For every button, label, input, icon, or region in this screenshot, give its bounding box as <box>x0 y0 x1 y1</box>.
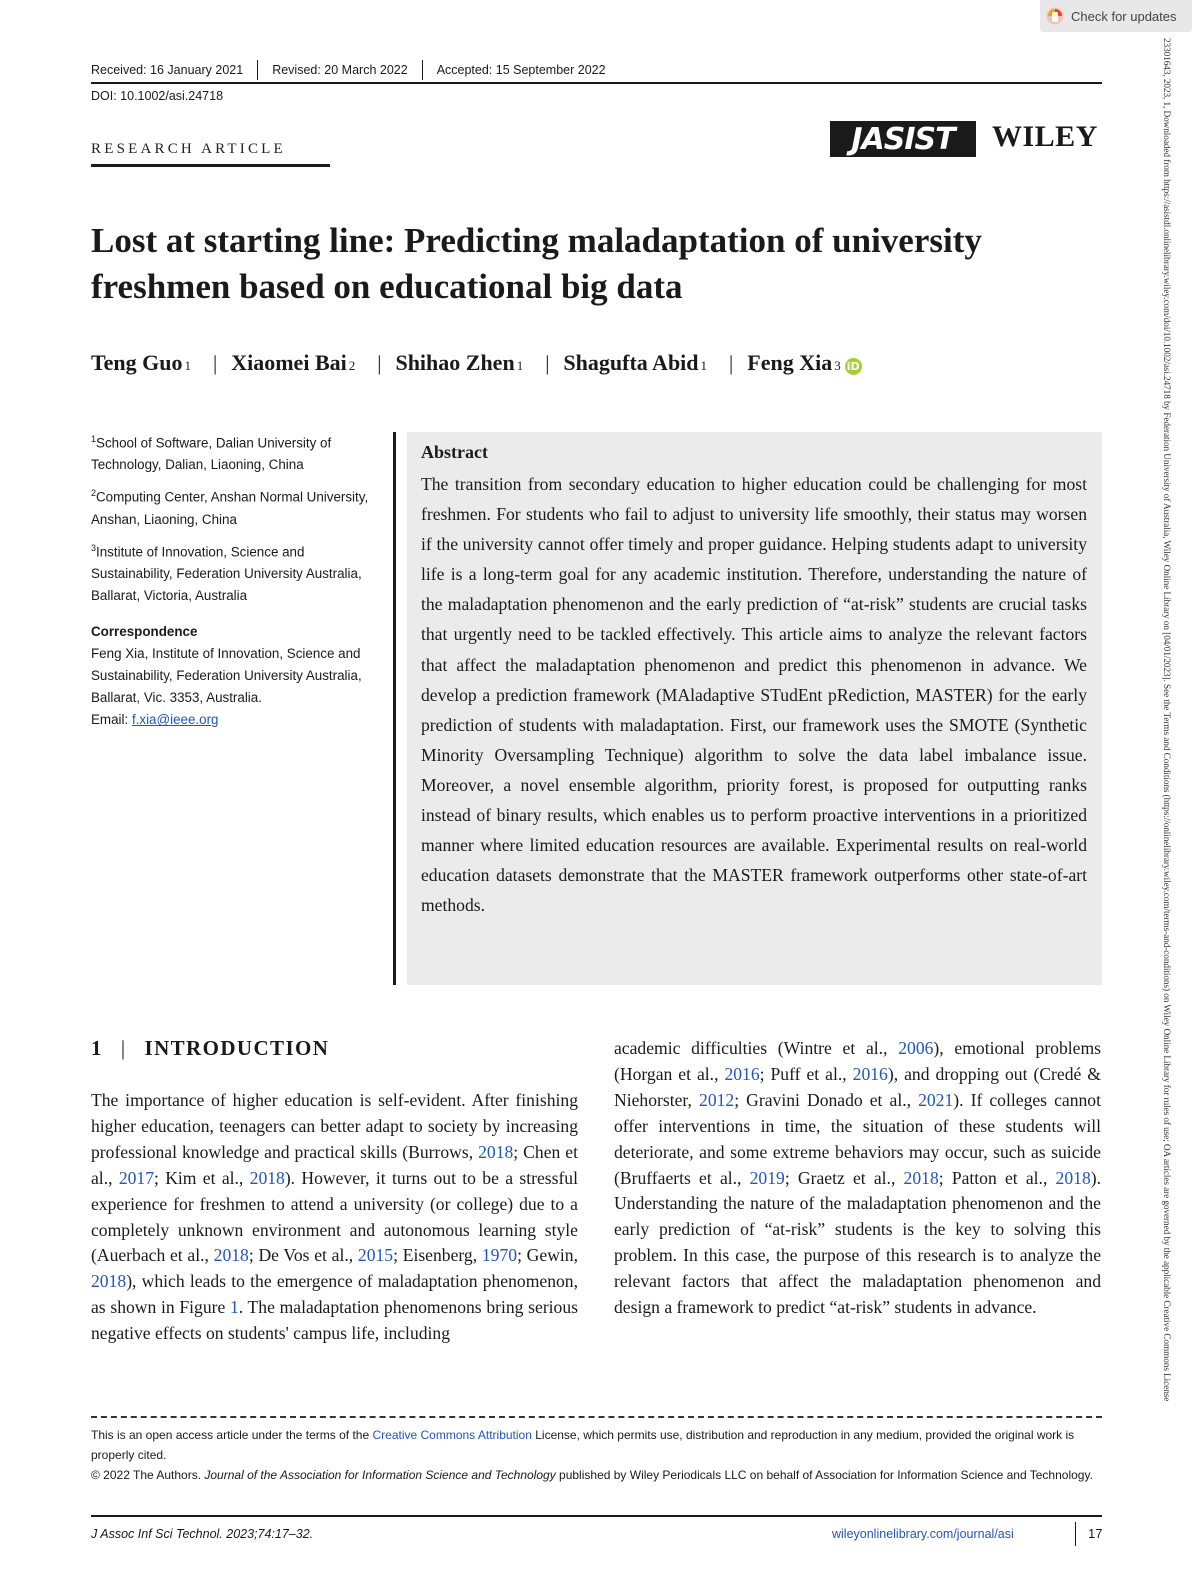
license-text-part: This is an open access article under the terms of the <box>91 1428 373 1442</box>
section-separator: | <box>120 1036 127 1060</box>
citation-link[interactable]: 2021 <box>918 1089 954 1110</box>
received-date: Received: 16 January 2021 <box>91 63 244 77</box>
revised-date: Revised: 20 March 2022 <box>257 60 422 80</box>
check-updates-icon <box>1046 7 1064 25</box>
journal-citation: J Assoc Inf Sci Technol. 2023;74:17–32. <box>91 1527 314 1541</box>
author-name[interactable]: Feng Xia <box>747 350 833 375</box>
check-for-updates-button[interactable] <box>1040 0 1192 32</box>
accepted-date: Accepted: 15 September 2022 <box>422 60 620 80</box>
citation-link[interactable]: 2018 <box>213 1245 249 1266</box>
paragraph-text: ; Graetz et al., <box>784 1167 904 1188</box>
section-number: 1 <box>91 1036 103 1060</box>
author-name[interactable]: Shagufta Abid <box>563 350 699 375</box>
citation-link[interactable]: 2018 <box>1055 1167 1091 1188</box>
abstract-text: The transition from secondary education to higher education could be challenging for most freshmen. For students who fail to adjust to university life smoothly, their status may worsen if the university cannot offer timely and proper guidance. Helping students adapt to university life is a long-term goal for any academic institution. Therefore, understanding the nature of the maladaptation phenomenon and the early prediction of “at-risk” students are crucial tasks that urgently need to be tackled effectively. This article aims to analyze the relevant factors that affect the maladaptation phenomenon and predict this phenomenon in advance. We develop a prediction framework (MAladaptive STudEnt pRediction, MASTER) for the early prediction of students with maladaptation. First, our framework uses the SMOTE (Synthetic Minority Oversampling Technique) algorithm to solve the data label imbalance issue. Moreover, a novel ensemble algorithm, priority forest, is proposed for outputting ranks instead of binary results, which enables us to perform proactive interventions in a prioritized manner where limited education resources are available. Experimental results on real-world education datasets demonstrate that the MASTER framework outperforms other state-of-art methods. <box>421 474 1087 916</box>
footer-separator <box>1075 1522 1076 1546</box>
article-type-label: RESEARCH ARTICLE <box>91 141 286 157</box>
intro-paragraph-left <box>91 1088 578 1347</box>
citation-link[interactable]: 1970 <box>481 1245 518 1266</box>
journal-url-link[interactable]: wileyonlinelibrary.com/journal/asi <box>832 1527 1014 1541</box>
affiliation <box>91 428 381 476</box>
download-watermark <box>1163 38 1189 1538</box>
article-type-underline <box>91 164 330 167</box>
citation-link[interactable]: 1 <box>229 1297 239 1318</box>
citation-link[interactable]: 2019 <box>749 1167 785 1188</box>
page-number: 17 <box>1088 1526 1103 1541</box>
paragraph-text: ). Understanding the nature of the maladaptation phenomenon and the early prediction of “at-risk” students is the key to solving this problem. In this case, the purpose of this research is to analyze the relevant factors that affect the maladaptation phenomenon and design a framework to predict “at-risk” students in advance. <box>614 1167 1101 1318</box>
article-dates <box>91 60 620 80</box>
license-text <box>91 1425 1102 1465</box>
license-text-part: License, which permits use, distribution and reproduction in any medium, provided the original work is properly cited. <box>91 1428 1075 1462</box>
paragraph-text: ), which leads to the emergence of maladaptation phenomenon, as shown in Figure <box>91 1271 578 1318</box>
citation-link[interactable]: 2016 <box>724 1063 760 1084</box>
header-rule <box>91 82 1102 84</box>
affiliation-sup: 1 <box>91 434 97 444</box>
email-link[interactable]: f.xia@ieee.org <box>131 712 219 728</box>
affiliation-sup: 2 <box>91 488 97 499</box>
paragraph-text: ), emotional problems (Horgan et al., <box>614 1038 1102 1084</box>
journal-logo: JASIST <box>830 121 976 157</box>
paragraph-text: ; De Vos et al., <box>248 1245 358 1266</box>
abstract-box <box>407 432 1102 985</box>
author-name[interactable]: Shihao Zhen <box>395 350 515 375</box>
correspondence-heading: Correspondence <box>91 624 198 640</box>
citation-link[interactable]: 2018 <box>91 1271 127 1292</box>
affiliation <box>91 482 381 530</box>
author-list <box>91 350 862 376</box>
affiliation-text: School of Software, Dalian University of Technology, Dalian, Liaoning, China <box>91 435 332 473</box>
paragraph-text: ; Chen et al., <box>91 1141 578 1188</box>
citation-link[interactable]: 2017 <box>118 1167 154 1188</box>
author-affil-sup: 1 <box>700 358 708 373</box>
paragraph-text: academic difficulties (Wintre et al., <box>614 1038 899 1058</box>
citation-link[interactable]: 2018 <box>478 1141 514 1162</box>
copyright-text <box>91 1465 1102 1485</box>
paragraph-text: The importance of higher education is self-evident. After finishing higher education, teenagers can better adapt to society by increasing professional knowledge and practical skills (Burrows, <box>91 1090 578 1162</box>
intro-paragraph-right <box>614 1036 1101 1321</box>
paragraph-text: ; Kim et al., <box>154 1167 250 1188</box>
author-separator: | <box>377 351 382 375</box>
creative-commons-link[interactable]: Creative Commons Attribution <box>372 1428 532 1442</box>
affiliation-sup: 3 <box>91 542 97 553</box>
citation-link[interactable]: 2018 <box>249 1167 285 1188</box>
correspondence-email-line <box>91 709 381 731</box>
paragraph-text: ). However, it turns out to be a stressful experience for freshmen to attend a university (or college) due to a completely unknown environment and autonomous learning style (Auerbach et al., <box>91 1167 578 1266</box>
citation-link[interactable]: 2018 <box>903 1167 939 1188</box>
paragraph-text: ; Gewin, <box>517 1245 578 1266</box>
author-affil-sup: 1 <box>184 358 192 373</box>
section-title: INTRODUCTION <box>144 1036 330 1060</box>
affiliation-text: Institute of Innovation, Science and Sustainability, Federation University Australia, Ballarat, Victoria, Australia <box>91 544 362 604</box>
publisher-logo: WILEY <box>992 120 1098 153</box>
abstract-divider <box>393 432 396 985</box>
download-watermark-text: 23301643, 2023, 1, Downloaded from https://asistdl.onlinelibrary.wiley.com/doi/10.1002/asi.24718 by Federation University of Australia, Wiley Online Library on [04/01/2023]. See the Terms and Conditions (https://onlinelibrary.wiley.com/terms-and-conditions) on Wiley Online Library for rules of use; OA articles are governed by the applicable Creative Commons License <box>1161 38 1171 1402</box>
author-name[interactable]: Xiaomei Bai <box>231 350 347 375</box>
orcid-icon[interactable]: iD <box>845 358 862 375</box>
doi: DOI: 10.1002/asi.24718 <box>91 89 224 103</box>
footnote-divider <box>91 1416 1102 1418</box>
paragraph-text: ; Patton et al., <box>938 1167 1056 1188</box>
citation-link[interactable]: 2006 <box>898 1038 934 1058</box>
affiliations <box>91 428 381 731</box>
author-affil-sup: 2 <box>348 358 356 373</box>
check-updates-label: Check for updates <box>1071 8 1177 24</box>
affiliation-text: Computing Center, Anshan Normal University, Anshan, Liaoning, China <box>91 489 369 527</box>
paragraph-text: ; Eisenberg, <box>393 1245 482 1266</box>
license-block <box>91 1425 1102 1485</box>
copyright-journal: Journal of the Association for Information Science and Technology <box>204 1468 556 1482</box>
affiliation <box>91 537 381 607</box>
section-heading-introduction <box>91 1036 329 1061</box>
email-label: Email: <box>91 712 132 728</box>
author-affil-sup: 3 <box>834 358 841 373</box>
paragraph-text: ). If colleges cannot offer interventions in time, the situation of these students will deteriorate, and some extreme behaviors may occur, such as suicide (Bruffaerts et al., <box>614 1089 1101 1188</box>
copyright-part: published by Wiley Periodicals LLC on behalf of Association for Information Science and Technology. <box>555 1468 1093 1482</box>
author-separator: | <box>729 351 734 375</box>
copyright-part: © 2022 The Authors. <box>91 1468 205 1482</box>
paragraph-text: ; Gravini Donado et al., <box>734 1089 919 1110</box>
author-affil-sup: 1 <box>516 358 524 373</box>
article-title: Lost at starting line: Predicting maladaptation of university freshmen based on educational big data <box>91 221 982 306</box>
author-name[interactable]: Teng Guo <box>91 350 183 375</box>
footer-rule <box>91 1515 1102 1517</box>
paragraph-text: ; Puff et al., <box>759 1063 853 1084</box>
citation-link[interactable]: 2015 <box>357 1245 394 1266</box>
correspondence-text: Feng Xia, Institute of Innovation, Science and Sustainability, Federation University Australia, Ballarat, Vic. 3353, Australia. <box>91 646 362 706</box>
abstract-heading: Abstract <box>421 442 488 462</box>
author-separator: | <box>545 351 550 375</box>
citation-link[interactable]: 2016 <box>852 1063 888 1084</box>
paragraph-text: ), and dropping out (Credé & Niehorster, <box>614 1063 1101 1110</box>
citation-link[interactable]: 2012 <box>699 1089 735 1110</box>
paragraph-text: . The maladaptation phenomenons bring serious negative effects on students' campus life, including <box>91 1297 579 1344</box>
author-separator: | <box>213 351 218 375</box>
